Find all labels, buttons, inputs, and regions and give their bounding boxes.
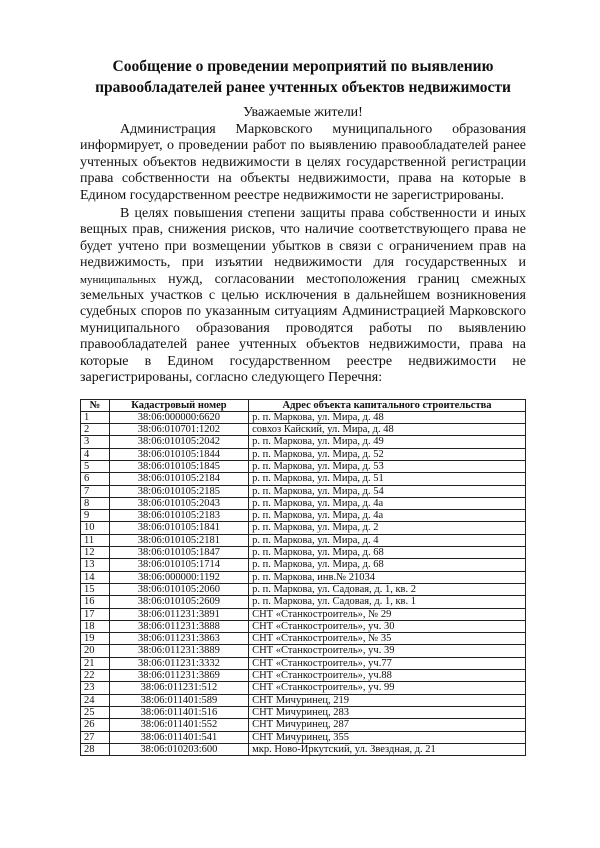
table-row xyxy=(81,743,526,755)
table-row xyxy=(81,706,526,718)
property-table xyxy=(80,399,526,757)
row-number: 8 xyxy=(81,497,110,509)
table-row xyxy=(81,596,526,608)
table-row xyxy=(81,497,526,509)
table-row xyxy=(81,424,526,436)
object-address: р. п. Маркова, ул. Мира, д. 48 xyxy=(249,411,526,423)
row-number: 6 xyxy=(81,473,110,485)
table-row xyxy=(81,731,526,743)
object-address: СНТ «Станкостроитель», уч. 99 xyxy=(249,682,526,694)
object-address: р. п. Маркова, ул. Мира, д. 53 xyxy=(249,460,526,472)
row-number: 14 xyxy=(81,571,110,583)
paragraph-2-part-b: нужд, согласовании местоположения границ смежных земельных участков с целью исключения в дальнейшем возникновения судебных споров по указанным ситуациям Администрацией Марковского муниципального образования проводятся работы по выявлению правообладателей ранее учтенных объектов недвижимости, права на которые в Едином государственном реестре недвижимости не зарегистрированы, согласно следующего Перечня: xyxy=(80,271,527,386)
object-address: р. п. Маркова, ул. Мира, д. 52 xyxy=(249,448,526,460)
row-number: 11 xyxy=(81,534,110,546)
header-number: № xyxy=(81,399,110,411)
table-row xyxy=(81,510,526,522)
object-address: совхоз Кайский, ул. Мира, д. 48 xyxy=(249,424,526,436)
cadastral-number: 38:06:011231:3863 xyxy=(109,633,248,645)
cadastral-number: 38:06:011231:3332 xyxy=(109,657,248,669)
table-row xyxy=(81,657,526,669)
object-address: р. п. Маркова, ул. Мира, д. 68 xyxy=(249,559,526,571)
object-address: СНТ «Станкостроитель», уч.77 xyxy=(249,657,526,669)
cadastral-number: 38:06:010105:1845 xyxy=(109,460,248,472)
cadastral-number: 38:06:010105:1714 xyxy=(109,559,248,571)
object-address: р. п. Маркова, ул. Мира, д. 54 xyxy=(249,485,526,497)
object-address: СНТ «Станкостроитель», № 29 xyxy=(249,608,526,620)
object-address: р. п. Маркова, ул. Мира, д. 51 xyxy=(249,473,526,485)
row-number: 19 xyxy=(81,633,110,645)
cadastral-number: 38:06:011401:552 xyxy=(109,719,248,731)
object-address: СНТ Мичуринец, 219 xyxy=(249,694,526,706)
paragraph-2 xyxy=(80,206,526,386)
document-title xyxy=(80,56,526,98)
row-number: 24 xyxy=(81,694,110,706)
cadastral-number: 38:06:010105:2183 xyxy=(109,510,248,522)
table-row xyxy=(81,411,526,423)
table-row xyxy=(81,448,526,460)
cadastral-number: 38:06:010105:1844 xyxy=(109,448,248,460)
row-number: 9 xyxy=(81,510,110,522)
cadastral-number: 38:06:011231:512 xyxy=(109,682,248,694)
greeting: Уважаемые жители! xyxy=(243,105,363,120)
paragraph-1: Администрация Марковского муниципального образования информирует, о проведении работ по выявлению правообладателей ранее учтенных объектов недвижимости в целях государственной регистрации права собственности на объекты недвижимости, права на которые в Едином государственном реестре недвижимости не зарегистрированы. xyxy=(80,122,526,203)
table-row xyxy=(81,460,526,472)
table-row xyxy=(81,559,526,571)
row-number: 3 xyxy=(81,436,110,448)
cadastral-number: 38:06:011231:3891 xyxy=(109,608,248,620)
row-number: 13 xyxy=(81,559,110,571)
object-address: СНТ «Станкостроитель», уч.88 xyxy=(249,670,526,682)
row-number: 4 xyxy=(81,448,110,460)
row-number: 15 xyxy=(81,583,110,595)
title-line-1: Сообщение о проведении мероприятий по выявлению xyxy=(112,58,494,75)
object-address: р. п. Маркова, ул. Мира, д. 49 xyxy=(249,436,526,448)
cadastral-number: 38:06:010105:2060 xyxy=(109,583,248,595)
table-row xyxy=(81,571,526,583)
table-row xyxy=(81,620,526,632)
table-row xyxy=(81,608,526,620)
row-number: 12 xyxy=(81,547,110,559)
object-address: мкр. Ново-Иркутский, ул. Звездная, д. 21 xyxy=(249,743,526,755)
object-address: СНТ «Станкостроитель», уч. 39 xyxy=(249,645,526,657)
cadastral-number: 38:06:011401:589 xyxy=(109,694,248,706)
row-number: 2 xyxy=(81,424,110,436)
cadastral-number: 38:06:010105:1841 xyxy=(109,522,248,534)
object-address: СНТ «Станкостроитель», уч. 30 xyxy=(249,620,526,632)
object-address: р. п. Маркова, ул. Садовая, д. 1, кв. 2 xyxy=(249,583,526,595)
row-number: 1 xyxy=(81,411,110,423)
cadastral-number: 38:06:010105:2181 xyxy=(109,534,248,546)
object-address: р. п. Маркова, ул. Мира, д. 4а xyxy=(249,510,526,522)
cadastral-number: 38:06:010105:2043 xyxy=(109,497,248,509)
row-number: 10 xyxy=(81,522,110,534)
table-body xyxy=(81,411,526,755)
object-address: р. п. Маркова, ул. Садовая, д. 1, кв. 1 xyxy=(249,596,526,608)
table-row xyxy=(81,719,526,731)
table-row xyxy=(81,583,526,595)
cadastral-number: 38:06:010105:2609 xyxy=(109,596,248,608)
row-number: 28 xyxy=(81,743,110,755)
table-row xyxy=(81,534,526,546)
cadastral-number: 38:06:010105:2184 xyxy=(109,473,248,485)
table-row xyxy=(81,682,526,694)
object-address: р. п. Маркова, ул. Мира, д. 2 xyxy=(249,522,526,534)
cadastral-number: 38:06:011401:516 xyxy=(109,706,248,718)
object-address: р. п. Маркова, ул. Мира, д. 4 xyxy=(249,534,526,546)
cadastral-number: 38:06:000000:6620 xyxy=(109,411,248,423)
object-address: р. п. Маркова, ул. Мира, д. 68 xyxy=(249,547,526,559)
table-header-row xyxy=(81,399,526,411)
header-address: Адрес объекта капитального строительства xyxy=(249,399,526,411)
row-number: 26 xyxy=(81,719,110,731)
object-address: СНТ Мичуринец, 355 xyxy=(249,731,526,743)
cadastral-number: 38:06:011231:3869 xyxy=(109,670,248,682)
cadastral-number: 38:06:011231:3888 xyxy=(109,620,248,632)
row-number: 27 xyxy=(81,731,110,743)
cadastral-number: 38:06:010105:1847 xyxy=(109,547,248,559)
cadastral-number: 38:06:010105:2042 xyxy=(109,436,248,448)
cadastral-number: 38:06:010105:2185 xyxy=(109,485,248,497)
table-row xyxy=(81,670,526,682)
row-number: 5 xyxy=(81,460,110,472)
row-number: 25 xyxy=(81,706,110,718)
object-address: СНТ Мичуринец, 283 xyxy=(249,706,526,718)
table-row xyxy=(81,522,526,534)
table-row xyxy=(81,633,526,645)
table-row xyxy=(81,547,526,559)
object-address: СНТ «Станкостроитель», № 35 xyxy=(249,633,526,645)
cadastral-number: 38:06:010203:600 xyxy=(109,743,248,755)
cadastral-number: 38:06:000000:1192 xyxy=(109,571,248,583)
table-row xyxy=(81,694,526,706)
row-number: 7 xyxy=(81,485,110,497)
header-cadastral: Кадастровый номер xyxy=(109,399,248,411)
row-number: 23 xyxy=(81,682,110,694)
paragraph-2-small-word: муниципальных xyxy=(80,273,157,286)
object-address: СНТ Мичуринец, 287 xyxy=(249,719,526,731)
row-number: 22 xyxy=(81,670,110,682)
row-number: 20 xyxy=(81,645,110,657)
row-number: 18 xyxy=(81,620,110,632)
row-number: 21 xyxy=(81,657,110,669)
cadastral-number: 38:06:011401:541 xyxy=(109,731,248,743)
row-number: 16 xyxy=(81,596,110,608)
row-number: 17 xyxy=(81,608,110,620)
table-row xyxy=(81,485,526,497)
table-row xyxy=(81,436,526,448)
cadastral-number: 38:06:010701:1202 xyxy=(109,424,248,436)
title-line-2: правообладателей ранее учтенных объектов недвижимости xyxy=(95,79,511,96)
cadastral-number: 38:06:011231:3889 xyxy=(109,645,248,657)
table-row xyxy=(81,645,526,657)
paragraph-2-part-a: В целях повышения степени защиты права собственности и иных вещных прав, снижения рисков, что наличие соответствующего права не будет учтено при возмещении убытков в связи с ограничением прав на недвижимость, при изъятии недвижимости для государственных и xyxy=(80,206,526,271)
table-row xyxy=(81,473,526,485)
object-address: р. п. Маркова, ул. Мира, д. 4а xyxy=(249,497,526,509)
object-address: р. п. Маркова, инв.№ 21034 xyxy=(249,571,526,583)
